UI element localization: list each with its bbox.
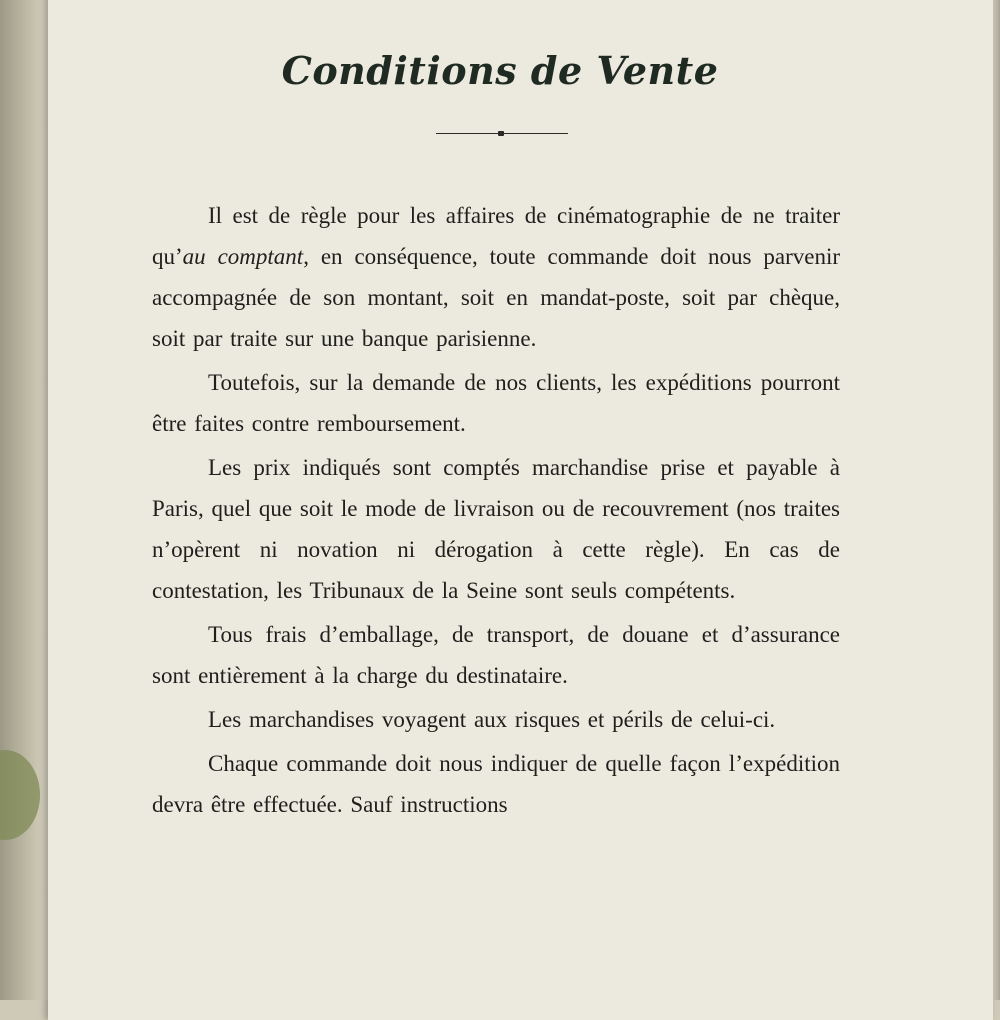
paragraph-prix: Les prix indiqués sont comptés marchandise prise et payable à Paris, quel que soit le mode de livraison ou de recouvrement (nos traites n’opèrent ni novation ni dérogation à cette règle). En cas de contestation, les Tribunaux de la Seine sont seuls compétents. <box>152 455 840 603</box>
body-text <box>152 195 840 825</box>
paragraph-remboursement: Toutefois, sur la demande de nos clients, les expéditions pourront être faites contre remboursement. <box>152 370 840 436</box>
emphasis-au-comptant: au comptant <box>182 244 304 269</box>
paragraph-commande: Chaque commande doit nous indiquer de quelle façon l’expédition devra être effectuée. Sauf instructions <box>152 751 840 817</box>
paragraph-frais: Tous frais d’emballage, de transport, de douane et d’assurance sont entièrement à la charge du destinataire. <box>152 622 840 688</box>
paragraph-risques: Les marchandises voyagent aux risques et périls de celui-ci. <box>208 707 776 732</box>
page-title: Conditions de Vente <box>281 48 719 93</box>
title-divider-ornament <box>498 131 504 136</box>
paragraph-payment: Il est de règle pour les affaires de cinématographie de ne traiter qu’au comptant, en conséquence, toute commande doit nous parvenir accompagnée de son montant, soit en mandat-poste, soit par chèque, soit par traite sur une banque parisienne. <box>152 203 840 351</box>
